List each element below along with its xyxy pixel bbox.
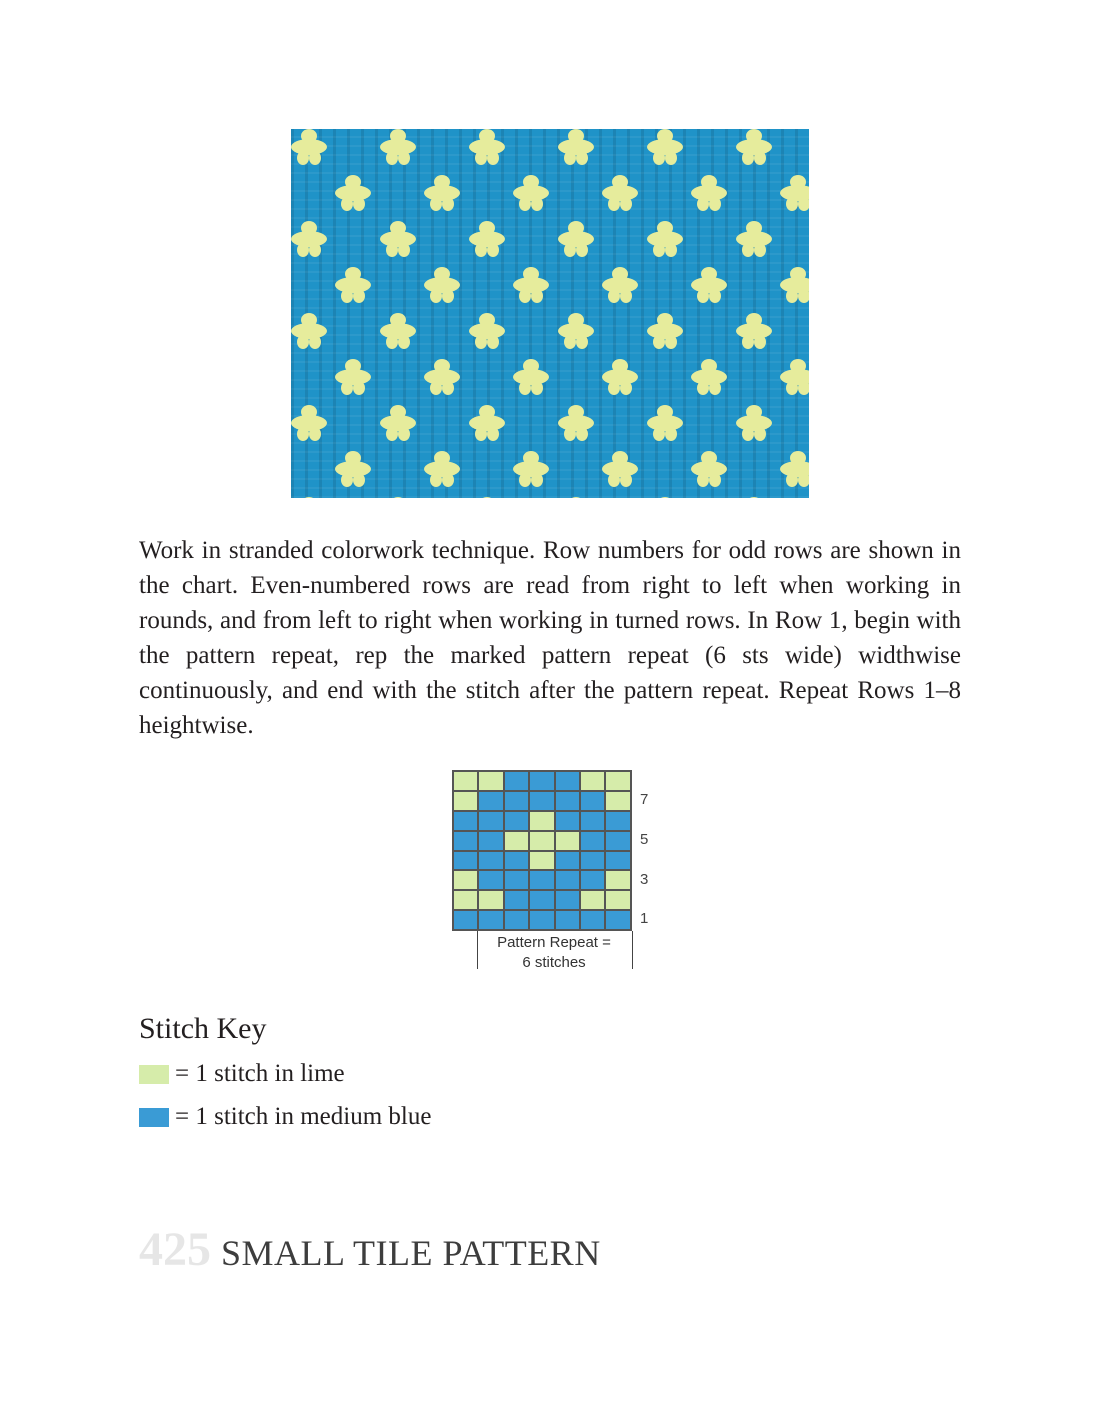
- swatch-dot: [469, 313, 505, 349]
- swatch-dot: [469, 497, 505, 498]
- swatch-dot: [780, 359, 809, 395]
- chart-cell: [555, 870, 580, 890]
- chart-cell: [504, 831, 529, 851]
- chart-cell: [555, 831, 580, 851]
- chart-cell: [504, 771, 529, 791]
- chart-cell: [529, 890, 554, 910]
- pattern-repeat-label-line2: 6 stitches: [522, 954, 586, 971]
- swatch-dot: [558, 405, 594, 441]
- swatch-dot: [780, 267, 809, 303]
- swatch-dot: [602, 175, 638, 211]
- swatch-dot: [513, 451, 549, 487]
- chart-cell: [529, 851, 554, 871]
- swatch-dot: [424, 359, 460, 395]
- swatch-dot: [691, 175, 727, 211]
- chart-cell: [504, 791, 529, 811]
- swatch-dot: [647, 221, 683, 257]
- chart-cell: [453, 791, 478, 811]
- swatch-dot: [469, 405, 505, 441]
- pattern-name: SMALL TILE PATTERN: [221, 1233, 601, 1273]
- blue-swatch-icon: [139, 1108, 169, 1127]
- swatch-dot: [647, 129, 683, 165]
- chart-cell: [605, 890, 630, 910]
- chart-cell: [453, 831, 478, 851]
- chart-cell: [453, 870, 478, 890]
- chart-cell: [605, 791, 630, 811]
- chart-cell: [580, 771, 605, 791]
- swatch-dot: [602, 451, 638, 487]
- swatch-dot: [291, 129, 327, 165]
- pattern-repeat-label-line1: Pattern Repeat =: [497, 934, 611, 951]
- swatch-dot: [380, 221, 416, 257]
- chart-grid: [452, 770, 632, 931]
- swatch-dot: [291, 221, 327, 257]
- swatch-dot: [380, 313, 416, 349]
- swatch-dot: [691, 451, 727, 487]
- swatch-dot: [469, 129, 505, 165]
- chart-cell: [555, 791, 580, 811]
- lime-swatch-icon: [139, 1065, 169, 1084]
- swatch-dot: [335, 175, 371, 211]
- chart-cell: [504, 910, 529, 930]
- row-number-3: 3: [640, 871, 649, 888]
- swatch-dot: [513, 175, 549, 211]
- chart-cell: [453, 890, 478, 910]
- chart-cell: [529, 771, 554, 791]
- chart-cell: [453, 771, 478, 791]
- swatch-dot: [513, 267, 549, 303]
- swatch-dot: [780, 175, 809, 211]
- chart-cell: [478, 831, 503, 851]
- knitted-swatch-photo: [291, 129, 809, 498]
- instructions-paragraph: Work in stranded colorwork technique. Row numbers for odd rows are shown in the chart. Even-numbered rows are read from right to left when working in rounds, and from left to right when working in turned rows. In Row 1, begin with the pattern repeat, rep the marked pattern repeat (6 sts wide) widthwise continuously, and end with the stitch after the pattern repeat. Repeat Rows 1–8 heightwise.: [139, 537, 961, 739]
- row-number-5: 5: [640, 831, 649, 848]
- chart-cell: [605, 910, 630, 930]
- chart-cell: [580, 910, 605, 930]
- key-item-lime-label: = 1 stitch in lime: [175, 1060, 345, 1087]
- chart-cell: [478, 811, 503, 831]
- chart-cell: [605, 831, 630, 851]
- swatch-dot: [602, 267, 638, 303]
- swatch-dot: [647, 313, 683, 349]
- chart-cell: [504, 870, 529, 890]
- pattern-heading: [139, 1222, 601, 1277]
- chart-cell: [453, 851, 478, 871]
- swatch-dot: [335, 267, 371, 303]
- swatch-dot: [380, 497, 416, 498]
- chart-cell: [605, 811, 630, 831]
- row-number-7: 7: [640, 791, 649, 808]
- chart-cell: [529, 910, 554, 930]
- chart-cell: [478, 890, 503, 910]
- key-item-blue: [139, 1103, 431, 1131]
- row-number-1: 1: [640, 910, 649, 927]
- chart-cell: [478, 791, 503, 811]
- chart-cell: [478, 870, 503, 890]
- chart-cell: [555, 851, 580, 871]
- chart-cell: [478, 851, 503, 871]
- colorwork-chart: [452, 770, 682, 980]
- chart-cell: [605, 851, 630, 871]
- swatch-dot: [513, 359, 549, 395]
- swatch-motif-layer: [291, 129, 809, 498]
- swatch-dot: [691, 267, 727, 303]
- key-item-blue-label: = 1 stitch in medium blue: [175, 1103, 432, 1130]
- swatch-dot: [736, 497, 772, 498]
- swatch-dot: [558, 497, 594, 498]
- stitch-key-title: Stitch Key: [139, 1012, 267, 1045]
- swatch-dot: [691, 359, 727, 395]
- chart-cell: [529, 831, 554, 851]
- chart-cell: [555, 910, 580, 930]
- chart-cell: [580, 811, 605, 831]
- swatch-dot: [602, 359, 638, 395]
- swatch-dot: [424, 451, 460, 487]
- chart-cell: [555, 771, 580, 791]
- chart-cell: [605, 771, 630, 791]
- swatch-dot: [736, 221, 772, 257]
- chart-cell: [555, 811, 580, 831]
- chart-cell: [478, 771, 503, 791]
- pattern-repeat-label: [477, 933, 631, 973]
- chart-cell: [580, 831, 605, 851]
- chart-cell: [478, 910, 503, 930]
- chart-cell: [580, 851, 605, 871]
- swatch-dot: [780, 451, 809, 487]
- swatch-dot: [335, 451, 371, 487]
- chart-cell: [529, 791, 554, 811]
- pattern-number: 425: [139, 1223, 211, 1276]
- swatch-dot: [469, 221, 505, 257]
- swatch-dot: [558, 313, 594, 349]
- swatch-dot: [647, 497, 683, 498]
- swatch-dot: [424, 267, 460, 303]
- chart-cell: [580, 791, 605, 811]
- chart-cell: [504, 890, 529, 910]
- swatch-dot: [424, 175, 460, 211]
- swatch-dot: [380, 129, 416, 165]
- swatch-dot: [736, 405, 772, 441]
- swatch-dot: [291, 313, 327, 349]
- swatch-dot: [647, 405, 683, 441]
- swatch-dot: [335, 359, 371, 395]
- chart-cell: [453, 811, 478, 831]
- chart-cell: [605, 870, 630, 890]
- key-item-lime: [139, 1060, 345, 1088]
- swatch-dot: [558, 129, 594, 165]
- swatch-dot: [558, 221, 594, 257]
- swatch-dot: [380, 405, 416, 441]
- chart-cell: [504, 851, 529, 871]
- chart-cell: [580, 870, 605, 890]
- chart-cell: [504, 811, 529, 831]
- chart-cell: [529, 870, 554, 890]
- swatch-dot: [736, 129, 772, 165]
- chart-cell: [453, 910, 478, 930]
- swatch-dot: [736, 313, 772, 349]
- swatch-dot: [291, 405, 327, 441]
- chart-cell: [555, 890, 580, 910]
- swatch-dot: [291, 497, 327, 498]
- chart-cell: [580, 890, 605, 910]
- chart-cell: [529, 811, 554, 831]
